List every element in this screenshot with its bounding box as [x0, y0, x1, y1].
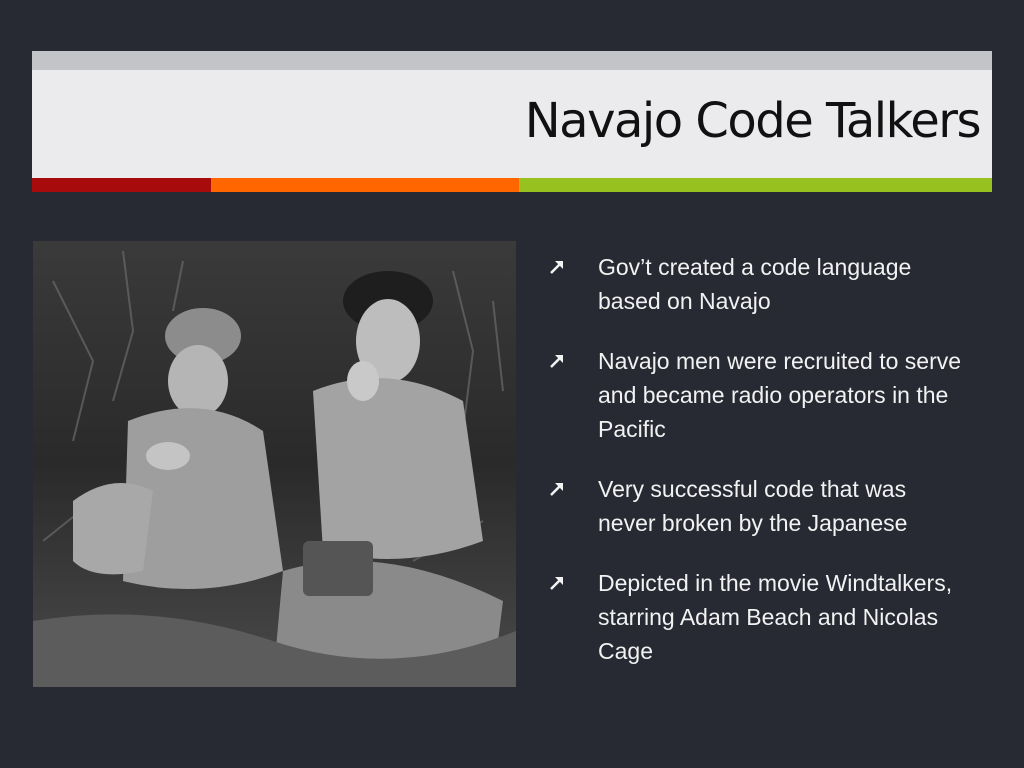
list-item [548, 566, 968, 668]
accent-bar-red [32, 178, 211, 192]
accent-bar-green [519, 178, 992, 192]
bullet-text: Depicted in the movie Windtalkers, starring Adam Beach and Nicolas Cage [598, 570, 953, 664]
historical-photo [33, 241, 516, 687]
bullet-text: Navajo men were recruited to serve and became radio operators in the Pacific [598, 348, 962, 442]
bullet-text: Very successful code that was never broken by the Japanese [598, 476, 908, 536]
title-band [32, 51, 992, 178]
arrow-up-right-icon [548, 574, 566, 592]
bullet-list [548, 250, 968, 694]
photo-icon [33, 241, 516, 687]
list-item [548, 344, 968, 446]
slide-title: Navajo Code Talkers [524, 93, 980, 149]
arrow-up-right-icon [548, 352, 566, 370]
list-item [548, 472, 968, 540]
bullet-text: Gov’t created a code language based on Navajo [598, 254, 912, 314]
list-item [548, 250, 968, 318]
arrow-up-right-icon [548, 480, 566, 498]
arrow-up-right-icon [548, 258, 566, 276]
accent-bar-orange [211, 178, 519, 192]
title-top-strip [32, 51, 992, 70]
